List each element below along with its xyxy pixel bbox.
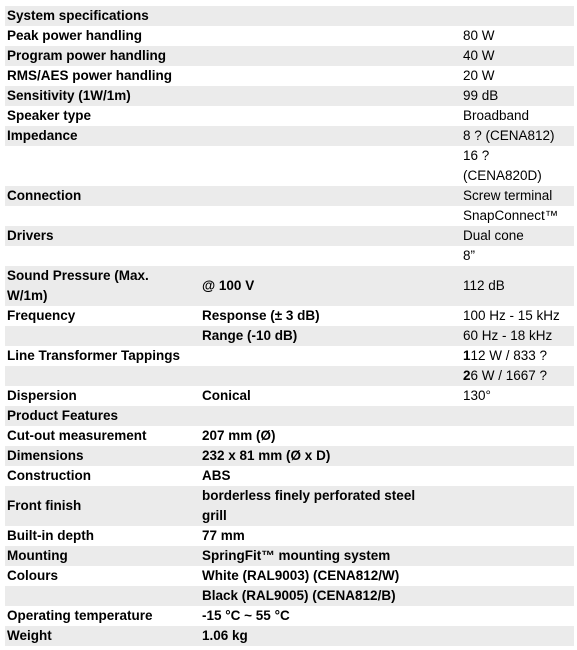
cell-line: Construction <box>7 468 91 483</box>
spec-value <box>463 46 573 66</box>
cell-line: 100 Hz - 15 kHz <box>463 308 560 323</box>
cell-line: (CENA820D) <box>463 168 542 183</box>
spec-value <box>463 146 573 166</box>
spec-value-line <box>463 366 573 386</box>
cell-line: 20 W <box>463 68 495 83</box>
cell-line: 8” <box>463 248 476 263</box>
cell-line: Conical <box>202 388 251 403</box>
spec-value-rest: 12 W / 833 ? <box>470 348 548 363</box>
spec-sublabel <box>202 186 457 206</box>
cell-line: Line Transformer Tappings <box>7 348 181 363</box>
spec-label <box>7 206 197 226</box>
spec-label <box>7 186 197 206</box>
cell-line: 207 mm (Ø) <box>202 428 276 443</box>
spec-value <box>463 186 573 206</box>
spec-label <box>7 6 197 26</box>
table-row <box>5 486 574 526</box>
table-row <box>5 606 574 626</box>
table-row <box>5 626 574 646</box>
spec-value <box>463 266 573 306</box>
spec-value <box>463 6 573 26</box>
cell-line: Sound Pressure (Max. <box>7 268 149 283</box>
cell-line: Broadband <box>463 108 530 123</box>
table-row <box>5 446 574 466</box>
spec-label <box>7 566 197 586</box>
table-row <box>5 546 574 566</box>
spec-label <box>7 306 197 326</box>
spec-value <box>463 366 573 386</box>
spec-value <box>463 386 573 406</box>
table-row <box>5 146 574 166</box>
spec-label <box>7 586 197 606</box>
table-row <box>5 586 574 606</box>
cell-line: RMS/AES power handling <box>7 68 173 83</box>
spec-value <box>463 326 573 346</box>
cell-line: 16 ? <box>463 148 490 163</box>
spec-sublabel <box>202 326 457 346</box>
cell-line: 60 Hz - 18 kHz <box>463 328 553 343</box>
table-row <box>5 66 574 86</box>
table-row <box>5 326 574 346</box>
spec-value-lead: 2 <box>463 368 471 383</box>
cell-line: SnapConnect™ <box>463 208 559 223</box>
spec-sublabel <box>202 526 457 546</box>
cell-line: Dimensions <box>7 448 84 463</box>
table-row <box>5 406 574 426</box>
spec-label <box>7 46 197 66</box>
spec-value <box>463 206 573 226</box>
table-row <box>5 106 574 126</box>
cell-line: Mounting <box>7 548 68 563</box>
spec-value <box>463 26 573 46</box>
cell-line: 40 W <box>463 48 495 63</box>
spec-value <box>463 66 573 86</box>
spec-value <box>463 86 573 106</box>
cell-line: Program power handling <box>7 48 167 63</box>
spec-value <box>463 566 573 586</box>
spec-value <box>463 126 573 146</box>
spec-value <box>463 406 573 426</box>
cell-line: Dispersion <box>7 388 77 403</box>
spec-value <box>463 346 573 366</box>
spec-sublabel <box>202 426 457 446</box>
spec-sublabel <box>202 606 457 626</box>
cell-line: -15 °C ~ 55 °C <box>202 608 290 623</box>
cell-line: Connection <box>7 188 82 203</box>
cell-line: 80 W <box>463 28 495 43</box>
cell-line: System specifications <box>7 8 149 23</box>
table-row <box>5 166 574 186</box>
spec-sublabel <box>202 586 457 606</box>
table-row <box>5 526 574 546</box>
spec-label <box>7 226 197 246</box>
table-row <box>5 366 574 386</box>
spec-sublabel <box>202 6 457 26</box>
spec-sublabel <box>202 146 457 166</box>
spec-value <box>463 426 573 446</box>
spec-sublabel <box>202 266 457 306</box>
spec-sublabel <box>202 106 457 126</box>
spec-value <box>463 586 573 606</box>
cell-line: @ 100 V <box>202 278 255 293</box>
table-row <box>5 306 574 326</box>
spec-value <box>463 446 573 466</box>
cell-line: Weight <box>7 628 52 643</box>
cell-line: 8 ? (CENA812) <box>463 128 555 143</box>
spec-value-lead: 1 <box>463 348 471 363</box>
spec-value <box>463 546 573 566</box>
spec-sublabel <box>202 406 457 426</box>
cell-line: Screw terminal <box>463 188 553 203</box>
cell-line: Range (-10 dB) <box>202 328 298 343</box>
spec-label <box>7 146 197 166</box>
table-row <box>5 386 574 406</box>
spec-label <box>7 466 197 486</box>
cell-line: grill <box>202 508 227 523</box>
cell-line: Front finish <box>7 498 82 513</box>
table-row <box>5 86 574 106</box>
spec-label <box>7 526 197 546</box>
spec-value <box>463 626 573 646</box>
spec-label <box>7 106 197 126</box>
cell-line: 232 x 81 mm (Ø x D) <box>202 448 331 463</box>
spec-table <box>5 6 574 646</box>
cell-line: W/1m) <box>7 288 48 303</box>
spec-label <box>7 246 197 266</box>
spec-sublabel <box>202 386 457 406</box>
cell-line: Cut-out measurement <box>7 428 147 443</box>
spec-sublabel <box>202 446 457 466</box>
cell-line: Product Features <box>7 408 119 423</box>
spec-sublabel <box>202 626 457 646</box>
spec-label <box>7 426 197 446</box>
spec-value <box>463 246 573 266</box>
cell-line: White (RAL9003) (CENA812/W) <box>202 568 400 583</box>
spec-label <box>7 366 197 386</box>
spec-label <box>7 406 197 426</box>
cell-line: Impedance <box>7 128 78 143</box>
spec-sublabel <box>202 66 457 86</box>
spec-label <box>7 546 197 566</box>
cell-line: Dual cone <box>463 228 524 243</box>
table-row <box>5 6 574 26</box>
table-row <box>5 26 574 46</box>
cell-line: Response (± 3 dB) <box>202 308 320 323</box>
spec-sublabel <box>202 46 457 66</box>
spec-sublabel <box>202 546 457 566</box>
table-row <box>5 466 574 486</box>
cell-line: 77 mm <box>202 528 245 543</box>
table-row <box>5 566 574 586</box>
cell-line: Operating temperature <box>7 608 153 623</box>
spec-value <box>463 166 573 186</box>
spec-sublabel <box>202 306 457 326</box>
table-row <box>5 346 574 366</box>
spec-value-line <box>463 346 573 366</box>
spec-label <box>7 606 197 626</box>
cell-line: Built-in depth <box>7 528 94 543</box>
spec-label <box>7 386 197 406</box>
spec-label <box>7 66 197 86</box>
table-row <box>5 226 574 246</box>
spec-sublabel <box>202 86 457 106</box>
spec-sublabel <box>202 366 457 386</box>
table-row <box>5 246 574 266</box>
cell-line: Colours <box>7 568 59 583</box>
cell-line: SpringFit™ mounting system <box>202 548 391 563</box>
cell-line: Drivers <box>7 228 54 243</box>
cell-line: ABS <box>202 468 231 483</box>
table-row <box>5 186 574 206</box>
spec-label <box>7 166 197 186</box>
spec-label <box>7 486 197 526</box>
spec-sublabel <box>202 246 457 266</box>
table-row <box>5 426 574 446</box>
cell-line: borderless finely perforated steel <box>202 488 416 503</box>
spec-sublabel <box>202 226 457 246</box>
spec-label <box>7 626 197 646</box>
spec-value-rest: 6 W / 1667 ? <box>470 368 548 383</box>
cell-line: Speaker type <box>7 108 92 123</box>
spec-sublabel <box>202 346 457 366</box>
cell-line: 112 dB <box>463 278 505 293</box>
spec-value <box>463 486 573 526</box>
spec-label <box>7 446 197 466</box>
spec-sublabel <box>202 206 457 226</box>
spec-label <box>7 26 197 46</box>
cell-line: Black (RAL9005) (CENA812/B) <box>202 588 396 603</box>
spec-value <box>463 466 573 486</box>
spec-label <box>7 266 197 306</box>
cell-line: 130° <box>463 388 491 403</box>
spec-value <box>463 306 573 326</box>
spec-label <box>7 346 197 366</box>
cell-line: 1.06 kg <box>202 628 248 643</box>
spec-sublabel <box>202 26 457 46</box>
spec-label <box>7 126 197 146</box>
spec-sublabel <box>202 566 457 586</box>
table-row <box>5 266 574 306</box>
spec-value <box>463 226 573 246</box>
spec-value <box>463 106 573 126</box>
table-row <box>5 46 574 66</box>
spec-sublabel <box>202 486 457 526</box>
cell-line: Frequency <box>7 308 76 323</box>
spec-sublabel <box>202 126 457 146</box>
spec-value <box>463 526 573 546</box>
table-row <box>5 126 574 146</box>
cell-line: Peak power handling <box>7 28 143 43</box>
cell-line: 99 dB <box>463 88 499 103</box>
table-row <box>5 206 574 226</box>
spec-sublabel <box>202 466 457 486</box>
cell-line: Sensitivity (1W/1m) <box>7 88 131 103</box>
spec-sublabel <box>202 166 457 186</box>
spec-label <box>7 326 197 346</box>
spec-label <box>7 86 197 106</box>
spec-value <box>463 606 573 626</box>
